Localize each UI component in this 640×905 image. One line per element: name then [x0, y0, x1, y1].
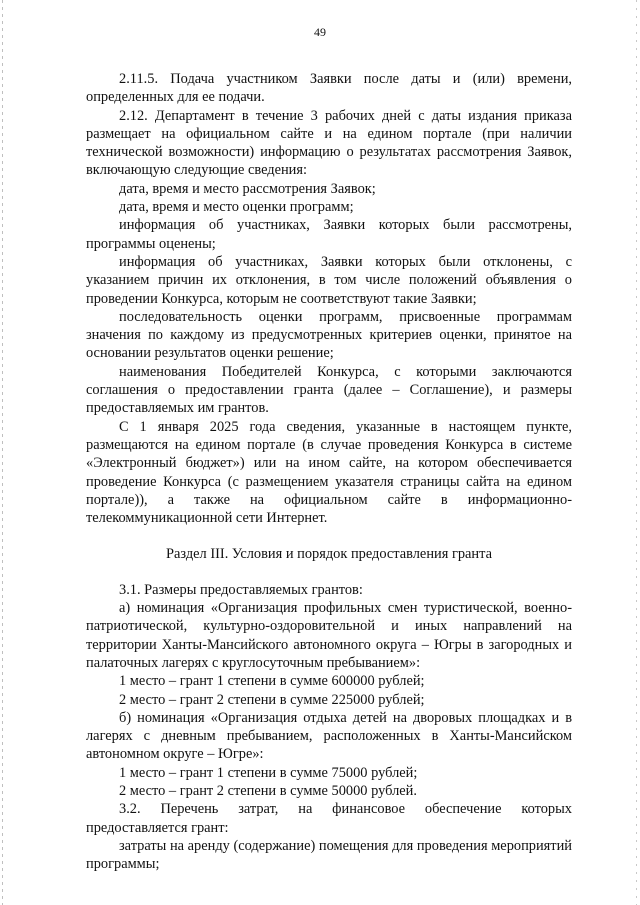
list-item-evaluation-sequence: последовательность оценки программ, присвоенные программам значения по каждому из предусмотренных критериев оценки, принятое на основании результатов оценки решение;: [86, 308, 572, 362]
section-heading: Раздел III. Условия и порядок предоставления гранта: [166, 546, 492, 563]
nomination-b: б) номинация «Организация отдыха детей на дворовых площадках и в лагерях с дневным пребыванием, расположенных в Ханты-Мансийском автономном округе – Югре»:: [86, 709, 572, 763]
list-item-rent-costs: затраты на аренду (содержание) помещения для проведения мероприятий программы;: [86, 837, 572, 873]
paragraph-2025-publication: С 1 января 2025 года сведения, указанные в настоящем пункте, размещаются на едином портале (в случае проведения Конкурса в системе «Электронный бюджет») или на ином сайте, на котором обеспечивается проведение Конкурса (с размещением указателя страницы сайта на едином портале)), а также на официальном сайте в информационно-телекоммуникационной сети Интернет.: [86, 418, 572, 527]
page-number: 49: [314, 25, 326, 39]
nomination-a: а) номинация «Организация профильных смен туристической, военно-патриотической, культурно-оздоровительной и иных направлений на территории Ханты-Мансийского автономного округа – Югры в загородных и палаточных лагерях с круглосуточным пребыванием»:: [86, 600, 572, 671]
list-item-rejected-participants: информация об участниках, Заявки которых были отклонены, с указанием причин их отклонения, в том числе положений объявления о проведении Конкурса, которым не соответствуют такие Заявки;: [86, 253, 572, 307]
nomination-b-place-1: 1 место – грант 1 степени в сумме 75000 рублей;: [119, 764, 418, 781]
nomination-a-place-2: 2 место – грант 2 степени в сумме 225000 рублей;: [119, 691, 425, 708]
list-item-evaluation-date: дата, время и место оценки программ;: [119, 199, 354, 216]
document-body: [86, 70, 572, 873]
nomination-a-place-1: 1 место – грант 1 степени в сумме 600000 рублей;: [119, 673, 425, 690]
list-item-reviewed-participants: информация об участниках, Заявки которых были рассмотрены, программы оценены;: [86, 217, 572, 252]
paragraph-2-12: 2.12. Департамент в течение 3 рабочих дней с даты издания приказа размещает на официальном сайте и на едином портале (при наличии технической возможности) информацию о результатах рассмотрения Заявок, включающую следующие сведения:: [86, 107, 572, 179]
paragraph-2-11-5: 2.11.5. Подача участником Заявки после даты и (или) времени, определенных для ее подачи.: [86, 71, 572, 106]
nomination-b-place-2: 2 место – грант 2 степени в сумме 50000 рублей.: [119, 782, 417, 799]
scan-edge-right: [636, 0, 637, 905]
paragraph-3-2: 3.2. Перечень затрат, на финансовое обеспечение которых предоставляется грант:: [86, 801, 572, 836]
paragraph-3-1: 3.1. Размеры предоставляемых грантов:: [119, 581, 363, 598]
scan-edge-left: [2, 0, 3, 905]
list-item-winners: наименования Победителей Конкурса, с которыми заключаются соглашения о предоставлении гранта (далее – Соглашение), и размеры предоставляемых им грантов.: [86, 363, 572, 417]
list-item-review-date: дата, время и место рассмотрения Заявок;: [119, 180, 376, 197]
